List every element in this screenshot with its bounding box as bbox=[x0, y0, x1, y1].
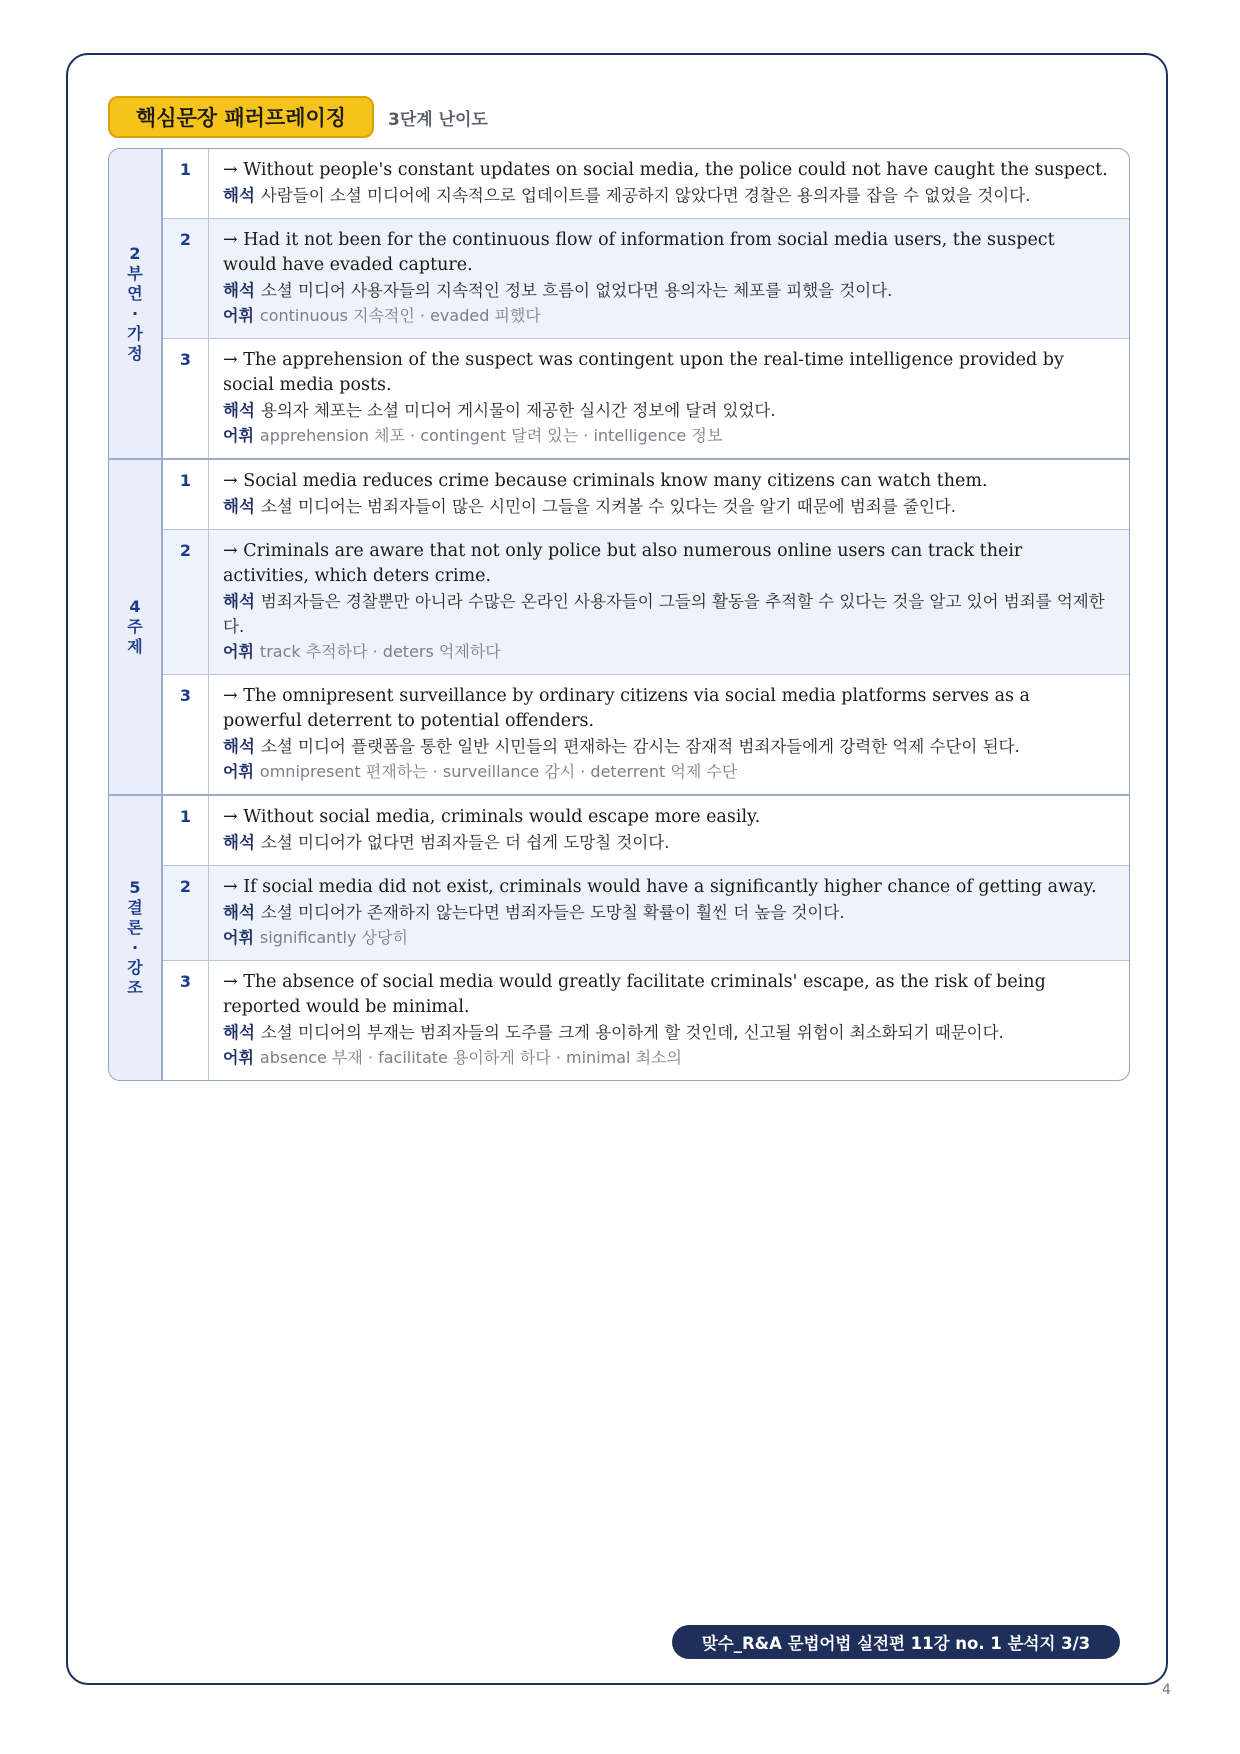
table-row bbox=[163, 675, 1129, 794]
group-label bbox=[109, 796, 163, 1080]
korean-translation bbox=[223, 494, 1111, 519]
vocabulary-line bbox=[223, 925, 1111, 950]
korean-translation bbox=[223, 589, 1111, 639]
vocabulary-line bbox=[223, 639, 1111, 664]
vocabulary-text: track 추적하다 · deters 억제하다 bbox=[259, 642, 501, 661]
vocabulary-text: apprehension 체포 · contingent 달려 있는 · intelligence 정보 bbox=[259, 426, 723, 445]
korean-translation bbox=[223, 1020, 1111, 1045]
vocabulary-line bbox=[223, 1045, 1111, 1070]
row-group bbox=[109, 796, 1129, 1080]
english-sentence: → The absence of social media would greatly facilitate criminals' escape, as the risk of being reported would be minimal. bbox=[223, 972, 1046, 1017]
table-row bbox=[163, 961, 1129, 1080]
translation-tag: 해석 bbox=[223, 1023, 255, 1042]
vocabulary-text: significantly 상당히 bbox=[259, 928, 408, 947]
row-number: 2 bbox=[163, 219, 209, 338]
english-sentence: → Had it not been for the continuous flow of information from social media users, the suspect would have evaded capture. bbox=[223, 230, 1055, 275]
row-number: 1 bbox=[163, 796, 209, 865]
paraphrase-table bbox=[108, 148, 1130, 1081]
korean-translation bbox=[223, 734, 1111, 759]
vocabulary-line bbox=[223, 423, 1111, 448]
row-content bbox=[209, 460, 1129, 529]
row-content bbox=[209, 961, 1129, 1080]
table-row bbox=[163, 219, 1129, 339]
group-label bbox=[109, 460, 163, 794]
english-sentence: → Without social media, criminals would escape more easily. bbox=[223, 807, 761, 827]
vocabulary-text: absence 부재 · facilitate 용이하게 하다 · minimal 최소의 bbox=[259, 1048, 682, 1067]
translation-tag: 해석 bbox=[223, 903, 255, 922]
vocabulary-tag: 어휘 bbox=[223, 306, 254, 325]
vocabulary-tag: 어휘 bbox=[223, 1048, 254, 1067]
korean-translation bbox=[223, 183, 1111, 208]
translation-text: 사람들이 소셜 미디어에 지속적으로 업데이트를 제공하지 않았다면 경찰은 용의자를 잡을 수 없었을 것이다. bbox=[260, 186, 1031, 205]
section-header bbox=[108, 95, 488, 139]
english-sentence: → Social media reduces crime because criminals know many citizens can watch them. bbox=[223, 471, 988, 491]
row-content bbox=[209, 530, 1129, 674]
vocabulary-line bbox=[223, 759, 1111, 784]
vocabulary-tag: 어휘 bbox=[223, 928, 254, 947]
row-number: 3 bbox=[163, 675, 209, 794]
korean-translation bbox=[223, 398, 1111, 423]
group-label-text: 2부연·가정 bbox=[127, 243, 143, 363]
row-number: 1 bbox=[163, 149, 209, 218]
group-label-text: 4주제 bbox=[127, 597, 143, 656]
translation-tag: 해석 bbox=[223, 186, 255, 205]
translation-text: 용의자 체포는 소셜 미디어 게시물이 제공한 실시간 정보에 달려 있었다. bbox=[260, 401, 776, 420]
table-row bbox=[163, 796, 1129, 866]
translation-text: 소셜 미디어는 범죄자들이 많은 시민이 그들을 지켜볼 수 있다는 것을 알기 때문에 범죄를 줄인다. bbox=[260, 497, 956, 516]
table-row bbox=[163, 460, 1129, 530]
english-sentence: → If social media did not exist, criminals would have a significantly higher chance of getting away. bbox=[223, 877, 1097, 897]
vocabulary-text: continuous 지속적인 · evaded 피했다 bbox=[259, 306, 541, 325]
table-row bbox=[163, 149, 1129, 219]
translation-tag: 해석 bbox=[223, 833, 255, 852]
section-title-badge: 핵심문장 패러프레이징 bbox=[108, 96, 374, 138]
row-number: 2 bbox=[163, 530, 209, 674]
translation-text: 소셜 미디어 플랫폼을 통한 일반 시민들의 편재하는 감시는 잠재적 범죄자들에게 강력한 억제 수단이 된다. bbox=[260, 737, 1020, 756]
row-number: 1 bbox=[163, 460, 209, 529]
row-number: 2 bbox=[163, 866, 209, 960]
translation-tag: 해석 bbox=[223, 281, 255, 300]
row-content bbox=[209, 675, 1129, 794]
row-content bbox=[209, 339, 1129, 458]
translation-tag: 해석 bbox=[223, 497, 255, 516]
translation-tag: 해석 bbox=[223, 737, 255, 756]
translation-text: 소셜 미디어의 부재는 범죄자들의 도주를 크게 용이하게 할 것인데, 신고될 위험이 최소화되기 때문이다. bbox=[260, 1023, 1004, 1042]
korean-translation bbox=[223, 278, 1111, 303]
vocabulary-tag: 어휘 bbox=[223, 762, 254, 781]
vocabulary-tag: 어휘 bbox=[223, 642, 254, 661]
group-label-text: 5결론·강조 bbox=[127, 878, 143, 997]
vocabulary-tag: 어휘 bbox=[223, 426, 254, 445]
translation-text: 소셜 미디어가 없다면 범죄자들은 더 쉽게 도망칠 것이다. bbox=[260, 833, 670, 852]
row-content bbox=[209, 866, 1129, 960]
korean-translation bbox=[223, 830, 1111, 855]
translation-tag: 해석 bbox=[223, 592, 255, 611]
row-group bbox=[109, 149, 1129, 460]
page-number: 4 bbox=[1162, 1682, 1171, 1698]
footer-label: 맞수_R&A 문법어법 실전편 11강 no. 1 분석지 3/3 bbox=[672, 1625, 1120, 1659]
row-group bbox=[109, 460, 1129, 796]
row-number: 3 bbox=[163, 339, 209, 458]
row-content bbox=[209, 149, 1129, 218]
korean-translation bbox=[223, 900, 1111, 925]
table-row bbox=[163, 339, 1129, 458]
english-sentence: → The apprehension of the suspect was contingent upon the real-time intelligence provided by social media posts. bbox=[223, 350, 1064, 395]
english-sentence: → Criminals are aware that not only police but also numerous online users can track their activities, which deters crime. bbox=[223, 541, 1023, 586]
vocabulary-text: omnipresent 편재하는 · surveillance 감시 · deterrent 억제 수단 bbox=[259, 762, 738, 781]
translation-text: 범죄자들은 경찰뿐만 아니라 수많은 온라인 사용자들이 그들의 활동을 추적할 수 있다는 것을 알고 있어 범죄를 억제한다. bbox=[223, 592, 1105, 636]
translation-text: 소셜 미디어가 존재하지 않는다면 범죄자들은 도망칠 확률이 훨씬 더 높을 것이다. bbox=[260, 903, 845, 922]
vocabulary-line bbox=[223, 303, 1111, 328]
row-number: 3 bbox=[163, 961, 209, 1080]
table-row bbox=[163, 866, 1129, 961]
english-sentence: → The omnipresent surveillance by ordinary citizens via social media platforms serves as a powerful deterrent to potential offenders. bbox=[223, 686, 1030, 731]
english-sentence: → Without people's constant updates on social media, the police could not have caught the suspect. bbox=[223, 160, 1108, 180]
difficulty-label: 3단계 난이도 bbox=[388, 109, 488, 130]
row-content bbox=[209, 796, 1129, 865]
table-row bbox=[163, 530, 1129, 675]
translation-tag: 해석 bbox=[223, 401, 255, 420]
translation-text: 소셜 미디어 사용자들의 지속적인 정보 흐름이 없었다면 용의자는 체포를 피했을 것이다. bbox=[260, 281, 893, 300]
row-content bbox=[209, 219, 1129, 338]
group-label bbox=[109, 149, 163, 458]
